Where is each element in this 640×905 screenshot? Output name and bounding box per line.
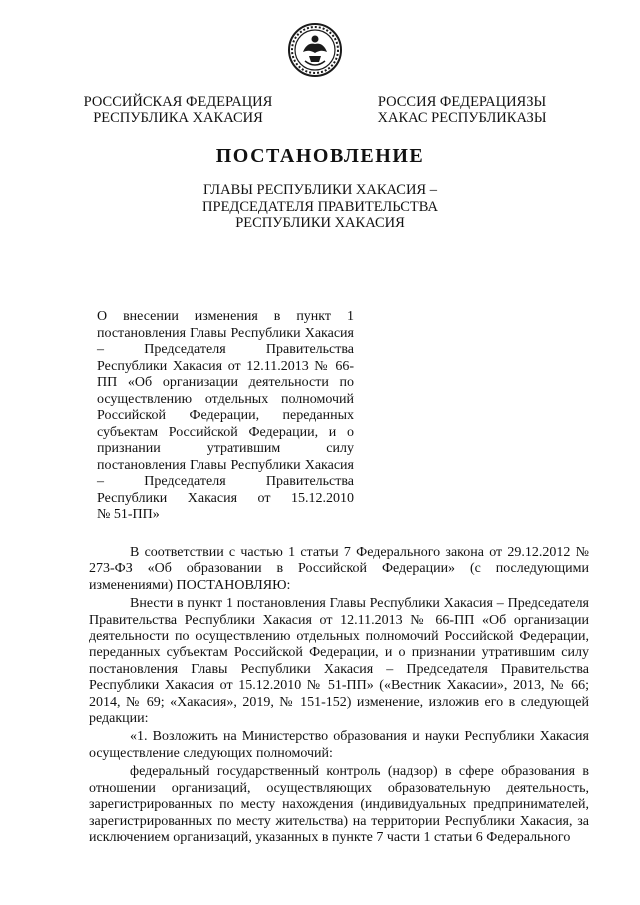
coat-of-arms-emblem-icon — [287, 22, 343, 78]
subtitle-line2: ПРЕДСЕДАТЕЛЯ ПРАВИТЕЛЬСТВА — [202, 198, 438, 215]
header-right-line1: РОССИЯ ФЕДЕРАЦИЯЗЫ — [377, 94, 547, 110]
body-paragraph-4: федеральный государственный контроль (надзор) в сфере образования в отношении организаций, осуществляющих образовательную деятельность, зарегистрированных по месту нахождения (индивидуальных предпринимателей, зарегистрированных по месту жительства) на территории Республики Хакасия, за исключением организаций, указанных в пункте 7 части 1 статьи 6 Федерального — [89, 764, 589, 845]
header-left — [78, 94, 278, 126]
document-subject — [97, 309, 354, 524]
subtitle-line1: ГЛАВЫ РЕСПУБЛИКИ ХАКАСИЯ – — [203, 182, 437, 198]
body-paragraph-3: «1. Возложить на Министерство образования и науки Республики Хакасия осуществление следующих полномочий: — [89, 729, 589, 761]
subtitle-line3: РЕСПУБЛИКИ ХАКАСИЯ — [235, 215, 405, 231]
header-left-line2: РЕСПУБЛИКА ХАКАСИЯ — [93, 110, 263, 126]
subject-text: О внесении изменения в пункт 1 постановления Главы Республики Хакасия – Председателя Правительства Республики Хакасия от 12.11.2013 № 66-ПП «Об организации деятельности по осуществлению отдельных полномочий Российской Федерации, переданных субъектам Российской Федерации, и о признании утратившим силу постановления Главы Республики Хакасия – Председателя Правительства Республики Хакасия от 15.12.2010 — [97, 309, 354, 506]
body-paragraph-2: Внести в пункт 1 постановления Главы Республики Хакасия – Председателя Правительства Республики Хакасия от 12.11.2013 № 66-ПП «Об организации деятельности по осуществлению отдельных полномочий Российской Федерации, переданных субъектам Российской Федерации, и о признании утратившим силу постановления Главы Республики Хакасия – Председателя Правительства Республики Хакасия от 15.12.2010 № 51-ПП» («Вестник Хакасии», 2013, № 66; 2014, № 69; «Хакасия», 2019, № 151-152) изменение, изложив его в следующей редакции: — [89, 596, 589, 727]
subject-last-line: № 51-ПП» — [97, 507, 160, 522]
document-body — [89, 545, 589, 846]
document-subtitle — [120, 182, 520, 232]
header-right-line2: ХАКАС РЕСПУБЛИКАЗЫ — [377, 110, 547, 126]
header-right — [362, 94, 562, 126]
header-left-line1: РОССИЙСКАЯ ФЕДЕРАЦИЯ — [83, 94, 273, 110]
document-title: ПОСТАНОВЛЕНИЕ — [215, 145, 425, 167]
body-paragraph-1: В соответствии с частью 1 статьи 7 Федерального закона от 29.12.2012 № 273-ФЗ «Об образовании в Российской Федерации» (с последующими изменениями) ПОСТАНОВЛЯЮ: — [89, 545, 589, 593]
